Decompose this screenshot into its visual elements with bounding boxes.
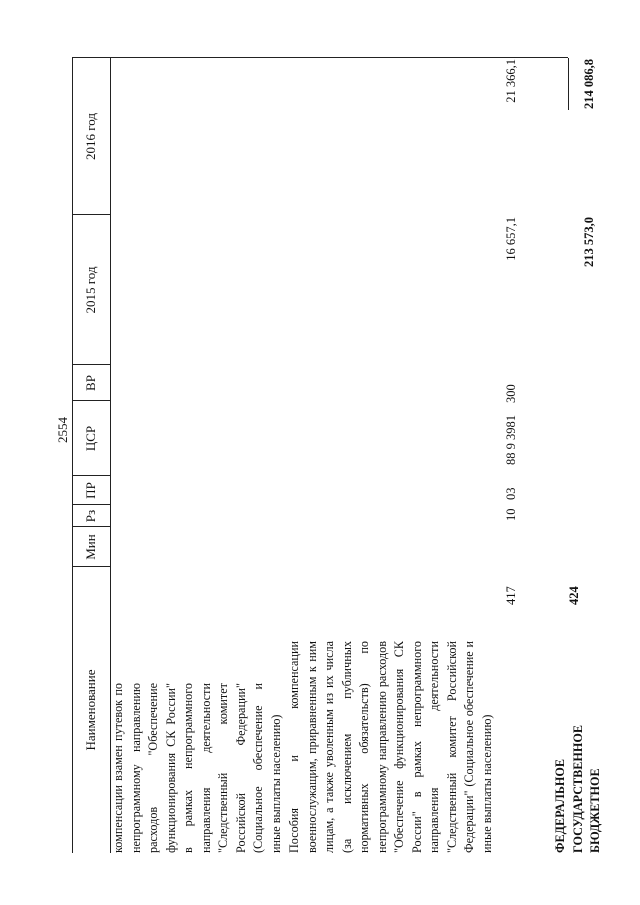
header-min: Мин (83, 534, 98, 560)
header-2015: 2015 год (83, 266, 98, 314)
header-csr: ЦСР (83, 425, 98, 452)
header-name: Наименование (83, 669, 98, 751)
row2-pr: 03 (504, 487, 518, 500)
row2-description: Пособия и компенсации военнослужащим, приравненным к ним лицам, а также уволенным из их числа (за исключением публичных нормативных обязательств) по непрограммному направлению расходов "Обеспечение функционирования СК России" в рамках непрограммного направления деятельности "Следственный комитет Российской Федерации" (Социальное обеспечение и иные выплаты населению) (287, 641, 494, 853)
page-number: 2554 (55, 417, 70, 443)
row2-min: 417 (504, 586, 518, 605)
row1-2016: 21 366,1 (504, 59, 518, 103)
header-2016: 2016 год (83, 113, 98, 160)
row2-rz: 10 (504, 508, 518, 521)
table-right-border (72, 57, 568, 58)
table-bottom-border (568, 58, 569, 110)
header-vr: ВР (83, 375, 98, 391)
row1-description: компенсации взамен путевок по непрограммному направлению расходов "Обеспечение функционирования СК России" в рамках непрограммного направления деятельности "Следственный комитет Российской Федерации" (Социальное обеспечение и иные выплаты населению) (111, 683, 283, 853)
row3-description: ФЕДЕРАЛЬНОЕ ГОСУДАРСТВЕННОЕ БЮДЖЕТНОЕ (553, 725, 602, 853)
header-rz: Рз (83, 509, 98, 523)
header-pr: ПР (83, 482, 98, 499)
row3-min: 424 (567, 586, 581, 605)
row2-vr: 300 (504, 384, 518, 403)
row2-csr: 88 9 3981 (504, 415, 518, 465)
row3-2015: 213 573,0 (582, 217, 596, 267)
row3-2016: 214 086,8 (582, 59, 596, 109)
row1-2015: 16 657,1 (504, 217, 518, 261)
